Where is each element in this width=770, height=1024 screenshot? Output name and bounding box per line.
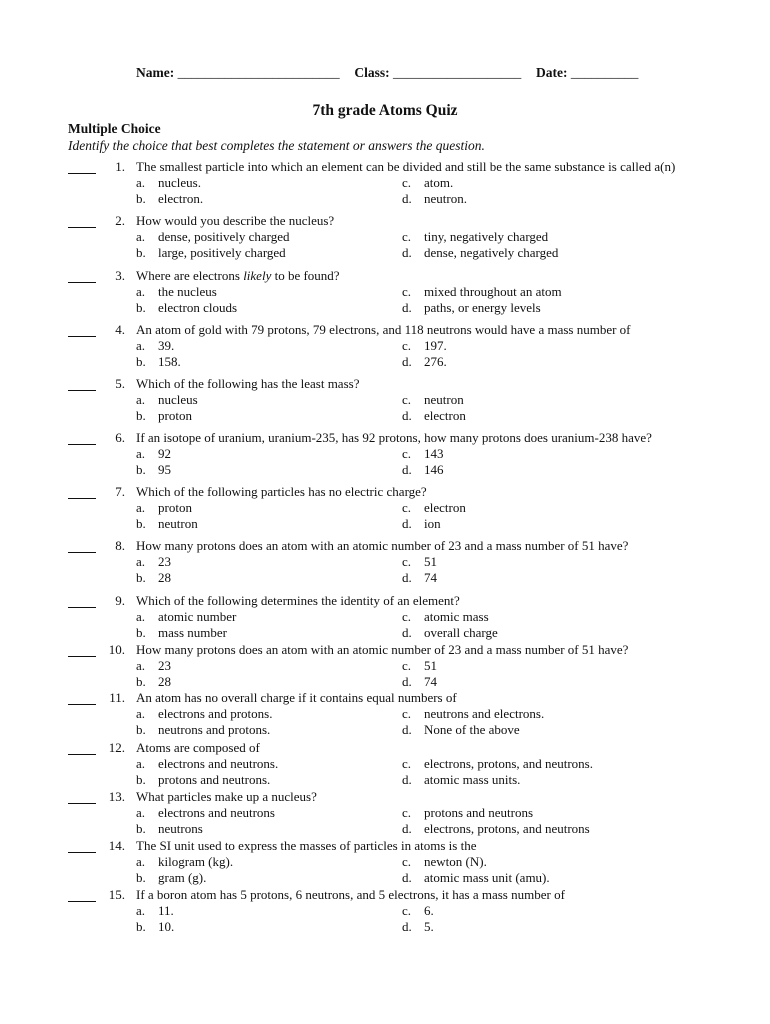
answer-blank[interactable] bbox=[68, 430, 96, 445]
option-letter: d. bbox=[402, 354, 412, 369]
answer-option[interactable] bbox=[136, 245, 286, 261]
section-instructions: Identify the choice that best completes the statement or answers the question. bbox=[68, 138, 485, 153]
answer-option[interactable] bbox=[402, 500, 466, 516]
option-letter: d. bbox=[402, 191, 412, 206]
option-text: atomic number bbox=[158, 609, 237, 624]
answer-blank[interactable] bbox=[68, 690, 96, 705]
option-text: proton bbox=[158, 408, 192, 423]
answer-blank[interactable] bbox=[68, 740, 96, 755]
option-text: mixed throughout an atom bbox=[424, 284, 562, 299]
question-number: 8. bbox=[115, 538, 125, 553]
answer-blank[interactable] bbox=[68, 593, 96, 608]
answer-option[interactable] bbox=[402, 284, 562, 300]
question-number: 10. bbox=[108, 642, 125, 657]
option-text: 5. bbox=[424, 919, 434, 934]
option-letter: c. bbox=[402, 338, 412, 353]
question-number: 12. bbox=[108, 740, 125, 755]
option-letter: b. bbox=[136, 191, 146, 206]
answer-option[interactable] bbox=[402, 462, 444, 478]
answer-option[interactable] bbox=[402, 554, 437, 570]
question-stem: If an isotope of uranium, uranium-235, has 92 protons, how many protons does uranium-238 have? bbox=[136, 430, 652, 445]
answer-option[interactable] bbox=[136, 706, 272, 722]
question-number: 2. bbox=[115, 213, 125, 228]
option-letter: a. bbox=[136, 229, 146, 244]
option-text: ion bbox=[424, 516, 441, 531]
section-title: Multiple Choice bbox=[68, 121, 161, 136]
answer-blank[interactable] bbox=[68, 538, 96, 553]
option-letter: d. bbox=[402, 870, 412, 885]
option-text: None of the above bbox=[424, 722, 520, 737]
option-text: 23 bbox=[158, 658, 171, 673]
answer-option[interactable] bbox=[136, 756, 278, 772]
answer-blank[interactable] bbox=[68, 213, 96, 228]
answer-option[interactable] bbox=[136, 354, 181, 370]
answer-option[interactable] bbox=[402, 446, 444, 462]
answer-option[interactable] bbox=[136, 570, 171, 586]
option-letter: b. bbox=[136, 722, 146, 737]
option-letter: b. bbox=[136, 821, 146, 836]
option-text: neutrons bbox=[158, 821, 203, 836]
answer-option[interactable] bbox=[402, 609, 489, 625]
option-letter: d. bbox=[402, 516, 412, 531]
option-text: 95 bbox=[158, 462, 171, 477]
option-letter: a. bbox=[136, 706, 146, 721]
option-text: nucleus bbox=[158, 392, 198, 407]
option-letter: c. bbox=[402, 609, 412, 624]
answer-option[interactable] bbox=[136, 919, 174, 935]
answer-option[interactable] bbox=[402, 338, 447, 354]
option-letter: c. bbox=[402, 658, 412, 673]
page-title: 7th grade Atoms Quiz bbox=[312, 102, 458, 119]
option-letter: b. bbox=[136, 354, 146, 369]
option-text: atomic mass unit (amu). bbox=[424, 870, 550, 885]
class-blank: ___________________ bbox=[393, 65, 522, 80]
answer-option[interactable] bbox=[136, 229, 290, 245]
question-stem: An atom of gold with 79 protons, 79 electrons, and 118 neutrons would have a mass number of bbox=[136, 322, 631, 337]
answer-option[interactable] bbox=[136, 903, 174, 919]
option-letter: b. bbox=[136, 870, 146, 885]
question-number: 15. bbox=[108, 887, 125, 902]
option-letter: c. bbox=[402, 500, 412, 515]
answer-option[interactable] bbox=[402, 300, 541, 316]
question-stem: How would you describe the nucleus? bbox=[136, 213, 335, 228]
option-text: 23 bbox=[158, 554, 171, 569]
option-letter: a. bbox=[136, 338, 146, 353]
option-text: 158. bbox=[158, 354, 181, 369]
answer-option[interactable] bbox=[402, 408, 466, 424]
answer-option[interactable] bbox=[402, 570, 437, 586]
question-stem: If a boron atom has 5 protons, 6 neutrons, and 5 electrons, it has a mass number of bbox=[136, 887, 565, 902]
option-text: atom. bbox=[424, 175, 454, 190]
option-text: electrons and neutrons bbox=[158, 805, 275, 820]
question-number: 6. bbox=[115, 430, 125, 445]
option-letter: a. bbox=[136, 554, 146, 569]
answer-option[interactable] bbox=[402, 625, 498, 641]
option-text: proton bbox=[158, 500, 192, 515]
option-letter: d. bbox=[402, 570, 412, 585]
answer-option[interactable] bbox=[136, 821, 203, 837]
option-letter: c. bbox=[402, 392, 412, 407]
date-blank: __________ bbox=[570, 65, 639, 80]
answer-option[interactable] bbox=[402, 870, 550, 886]
option-letter: c. bbox=[402, 903, 412, 918]
answer-option[interactable] bbox=[402, 821, 590, 837]
option-text: 51 bbox=[424, 658, 437, 673]
answer-option[interactable] bbox=[402, 854, 487, 870]
option-text: atomic mass units. bbox=[424, 772, 521, 787]
answer-option[interactable] bbox=[402, 245, 558, 261]
option-text: newton (N). bbox=[424, 854, 487, 869]
answer-blank[interactable] bbox=[68, 322, 96, 337]
question-stem: How many protons does an atom with an atomic number of 23 and a mass number of 51 have? bbox=[136, 538, 629, 553]
option-text: neutron bbox=[158, 516, 198, 531]
option-text: dense, negatively charged bbox=[424, 245, 559, 260]
answer-blank[interactable] bbox=[68, 838, 96, 853]
question-number: 7. bbox=[115, 484, 125, 499]
answer-option[interactable] bbox=[402, 191, 467, 207]
answer-option[interactable] bbox=[402, 674, 437, 690]
option-letter: b. bbox=[136, 408, 146, 423]
question-stem: Which of the following determines the identity of an element? bbox=[136, 593, 460, 608]
option-letter: a. bbox=[136, 854, 146, 869]
answer-option[interactable] bbox=[136, 284, 217, 300]
question-number: 4. bbox=[115, 322, 125, 337]
answer-option[interactable] bbox=[402, 392, 464, 408]
question-number: 5. bbox=[115, 376, 125, 391]
answer-option[interactable] bbox=[402, 658, 437, 674]
option-text: electron bbox=[424, 408, 466, 423]
answer-option[interactable] bbox=[136, 446, 171, 462]
question-stem: How many protons does an atom with an atomic number of 23 and a mass number of 51 have? bbox=[136, 642, 629, 657]
answer-option[interactable] bbox=[136, 772, 270, 788]
answer-option[interactable] bbox=[136, 300, 237, 316]
option-text: 74 bbox=[424, 570, 437, 585]
name-blank: ________________________ bbox=[177, 65, 340, 80]
option-text: dense, positively charged bbox=[158, 229, 290, 244]
answer-option[interactable] bbox=[402, 175, 453, 191]
option-letter: a. bbox=[136, 500, 146, 515]
option-text: gram (g). bbox=[158, 870, 207, 885]
answer-option[interactable] bbox=[136, 462, 171, 478]
answer-blank[interactable] bbox=[68, 642, 96, 657]
name-label: Name: bbox=[136, 65, 175, 80]
answer-option[interactable] bbox=[136, 408, 192, 424]
answer-option[interactable] bbox=[402, 722, 520, 738]
option-letter: d. bbox=[402, 408, 412, 423]
option-letter: c. bbox=[402, 229, 412, 244]
option-letter: b. bbox=[136, 570, 146, 585]
option-text: 11. bbox=[158, 903, 174, 918]
option-text: 51 bbox=[424, 554, 437, 569]
option-text: 146 bbox=[424, 462, 444, 477]
option-text: electron clouds bbox=[158, 300, 238, 315]
option-text: kilogram (kg). bbox=[158, 854, 234, 869]
answer-blank[interactable] bbox=[68, 159, 96, 174]
option-text: 92 bbox=[158, 446, 171, 461]
option-letter: d. bbox=[402, 772, 412, 787]
option-letter: d. bbox=[402, 919, 412, 934]
answer-option[interactable] bbox=[402, 354, 447, 370]
option-text: neutrons and protons. bbox=[158, 722, 271, 737]
option-text: electron bbox=[424, 500, 466, 515]
answer-option[interactable] bbox=[136, 625, 227, 641]
option-text: nucleus. bbox=[158, 175, 201, 190]
option-text: 276. bbox=[424, 354, 447, 369]
answer-blank[interactable] bbox=[68, 789, 96, 804]
question-number: 13. bbox=[108, 789, 125, 804]
option-letter: c. bbox=[402, 175, 412, 190]
question-number: 9. bbox=[115, 593, 125, 608]
option-letter: b. bbox=[136, 300, 146, 315]
answer-option[interactable] bbox=[136, 554, 171, 570]
answer-option[interactable] bbox=[136, 870, 206, 886]
option-text: overall charge bbox=[424, 625, 498, 640]
option-letter: d. bbox=[402, 722, 412, 737]
option-letter: d. bbox=[402, 821, 412, 836]
option-letter: a. bbox=[136, 609, 146, 624]
question-number: 1. bbox=[115, 159, 125, 174]
question-stem: Where are electrons likely to be found? bbox=[136, 268, 340, 283]
option-text: large, positively charged bbox=[158, 245, 286, 260]
option-letter: a. bbox=[136, 392, 146, 407]
option-letter: d. bbox=[402, 245, 412, 260]
answer-option[interactable] bbox=[136, 175, 201, 191]
option-letter: a. bbox=[136, 805, 146, 820]
student-info-line bbox=[136, 65, 638, 81]
option-text: atomic mass bbox=[424, 609, 489, 624]
option-letter: b. bbox=[136, 674, 146, 689]
option-letter: a. bbox=[136, 284, 146, 299]
option-text: 143 bbox=[424, 446, 444, 461]
option-text: paths, or energy levels bbox=[424, 300, 541, 315]
date-label: Date: bbox=[536, 65, 568, 80]
question-stem: Which of the following particles has no electric charge? bbox=[136, 484, 427, 499]
option-text: 197. bbox=[424, 338, 447, 353]
option-letter: d. bbox=[402, 462, 412, 477]
answer-option[interactable] bbox=[402, 772, 520, 788]
option-text: 10. bbox=[158, 919, 175, 934]
answer-blank[interactable] bbox=[68, 376, 96, 391]
option-text: neutron. bbox=[424, 191, 467, 206]
option-text: neutron bbox=[424, 392, 464, 407]
option-letter: d. bbox=[402, 674, 412, 689]
option-letter: b. bbox=[136, 919, 146, 934]
answer-option[interactable] bbox=[402, 706, 544, 722]
option-text: 74 bbox=[424, 674, 437, 689]
option-letter: d. bbox=[402, 300, 412, 315]
answer-option[interactable] bbox=[136, 722, 270, 738]
answer-option[interactable] bbox=[136, 191, 203, 207]
option-text: electrons and neutrons. bbox=[158, 756, 279, 771]
option-letter: c. bbox=[402, 706, 412, 721]
option-letter: c. bbox=[402, 756, 412, 771]
answer-blank[interactable] bbox=[68, 268, 96, 283]
class-label: Class: bbox=[354, 65, 390, 80]
question-number: 3. bbox=[115, 268, 125, 283]
option-letter: a. bbox=[136, 658, 146, 673]
option-text: tiny, negatively charged bbox=[424, 229, 549, 244]
option-text: electron. bbox=[158, 191, 204, 206]
question-stem: What particles make up a nucleus? bbox=[136, 789, 317, 804]
option-letter: a. bbox=[136, 446, 146, 461]
option-text: electrons, protons, and neutrons. bbox=[424, 756, 593, 771]
answer-option[interactable] bbox=[402, 919, 434, 935]
question-stem: The SI unit used to express the masses of particles in atoms is the bbox=[136, 838, 477, 853]
option-letter: b. bbox=[136, 772, 146, 787]
answer-option[interactable] bbox=[136, 338, 174, 354]
question-number: 11. bbox=[109, 690, 125, 705]
answer-option[interactable] bbox=[402, 903, 434, 919]
option-text: 6. bbox=[424, 903, 434, 918]
option-letter: c. bbox=[402, 446, 412, 461]
option-text: protons and neutrons bbox=[424, 805, 534, 820]
option-text: electrons, protons, and neutrons bbox=[424, 821, 590, 836]
option-text: the nucleus bbox=[158, 284, 217, 299]
answer-option[interactable] bbox=[136, 609, 236, 625]
option-text: mass number bbox=[158, 625, 227, 640]
option-letter: c. bbox=[402, 854, 412, 869]
option-text: neutrons and electrons. bbox=[424, 706, 545, 721]
answer-option[interactable] bbox=[136, 500, 192, 516]
answer-option[interactable] bbox=[402, 516, 441, 532]
question-number: 14. bbox=[108, 838, 125, 853]
option-letter: c. bbox=[402, 284, 412, 299]
option-letter: b. bbox=[136, 516, 146, 531]
option-letter: b. bbox=[136, 462, 146, 477]
answer-option[interactable] bbox=[402, 229, 548, 245]
answer-option[interactable] bbox=[136, 658, 171, 674]
question-stem: The smallest particle into which an element can be divided and still be the same substance is called a(n) bbox=[136, 159, 676, 174]
option-letter: c. bbox=[402, 554, 412, 569]
answer-option[interactable] bbox=[402, 756, 593, 772]
answer-option[interactable] bbox=[136, 674, 171, 690]
option-letter: a. bbox=[136, 756, 146, 771]
question-stem: Atoms are composed of bbox=[136, 740, 260, 755]
option-text: 28 bbox=[158, 570, 171, 585]
option-letter: b. bbox=[136, 625, 146, 640]
question-stem: An atom has no overall charge if it contains equal numbers of bbox=[136, 690, 457, 705]
option-letter: b. bbox=[136, 245, 146, 260]
answer-option[interactable] bbox=[136, 854, 233, 870]
option-letter: a. bbox=[136, 903, 146, 918]
answer-blank[interactable] bbox=[68, 484, 96, 499]
option-text: protons and neutrons. bbox=[158, 772, 271, 787]
answer-option[interactable] bbox=[136, 392, 198, 408]
option-text: 28 bbox=[158, 674, 171, 689]
option-text: electrons and protons. bbox=[158, 706, 273, 721]
answer-option[interactable] bbox=[136, 805, 275, 821]
option-text: 39. bbox=[158, 338, 175, 353]
answer-blank[interactable] bbox=[68, 887, 96, 902]
option-letter: c. bbox=[402, 805, 412, 820]
answer-option[interactable] bbox=[136, 516, 198, 532]
question-stem: Which of the following has the least mass? bbox=[136, 376, 360, 391]
answer-option[interactable] bbox=[402, 805, 533, 821]
option-letter: d. bbox=[402, 625, 412, 640]
option-letter: a. bbox=[136, 175, 146, 190]
